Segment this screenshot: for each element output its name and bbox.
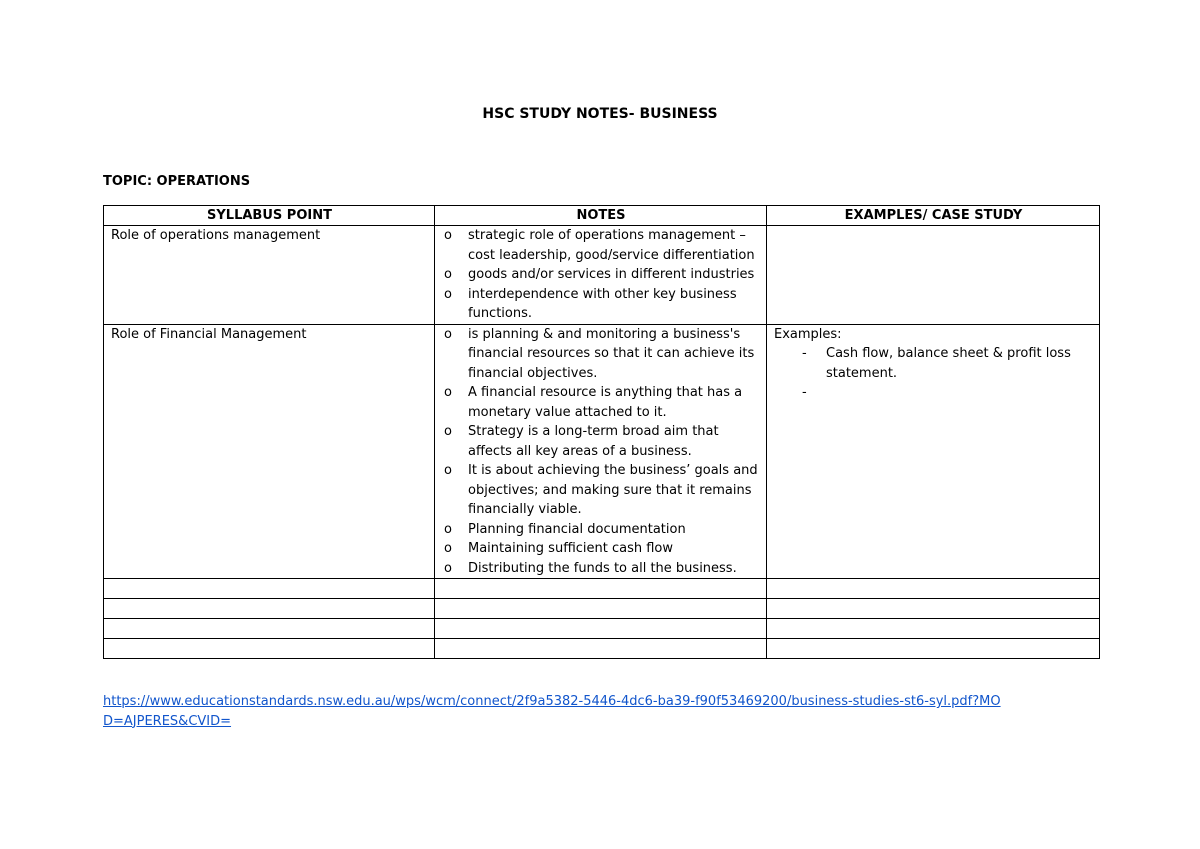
examples-cell: [767, 324, 1100, 579]
note-text: interdependence with other key business functions.: [468, 286, 737, 321]
syllabus-point-cell: Role of Financial Management: [104, 324, 435, 579]
empty-cell: [435, 599, 767, 619]
note-text: Maintaining sufficient cash flow: [468, 541, 674, 556]
note-text: strategic role of operations management – cost leadership, good/service differentiation: [468, 228, 755, 263]
header-syllabus-point: SYLLABUS POINT: [104, 206, 435, 226]
empty-cell: [767, 619, 1100, 639]
empty-cell: [767, 599, 1100, 619]
empty-cell: [435, 619, 767, 639]
table-row: [104, 579, 1100, 599]
list-item: [442, 265, 760, 285]
list-item: [442, 422, 760, 461]
table-row: [104, 324, 1100, 579]
table-row: [104, 599, 1100, 619]
note-text: is planning & and monitoring a business's financial resources so that it can achieve its financial objectives.: [468, 326, 755, 381]
table-row: [104, 639, 1100, 659]
bullet-icon: o: [444, 326, 452, 342]
notes-cell: [435, 324, 767, 579]
bullet-icon: o: [444, 267, 452, 282]
header-notes: NOTES: [435, 206, 767, 226]
table-row: [104, 619, 1100, 639]
table-header-row: [104, 206, 1100, 226]
example-text: Cash flow, balance sheet & profit loss statement.: [826, 346, 1071, 381]
note-text: Distributing the funds to all the business.: [468, 560, 737, 576]
empty-cell: [767, 579, 1100, 599]
examples-label: Examples:: [774, 326, 842, 342]
list-item: [442, 461, 760, 520]
bullet-icon: o: [444, 541, 452, 556]
list-item: [774, 344, 1093, 383]
syllabus-reference-link[interactable]: https://www.educationstandards.nsw.edu.au/wps/wcm/connect/2f9a5382-5446-4dc6-ba39-f90f53469200/business-studies-st6-syl.pdf?MOD=AJPERES&CVID=: [103, 694, 1001, 729]
bullet-icon: o: [444, 521, 452, 537]
note-text: Strategy is a long-term broad aim that affects all key areas of a business.: [468, 424, 719, 459]
empty-cell: [104, 599, 435, 619]
empty-cell: [435, 579, 767, 599]
note-text: Planning financial documentation: [468, 521, 686, 537]
list-item: [442, 520, 760, 540]
list-item: [774, 383, 1093, 403]
list-item: [442, 285, 760, 324]
empty-cell: [104, 619, 435, 639]
bullet-icon: o: [444, 286, 452, 302]
empty-cell: [767, 639, 1100, 659]
topic-heading: TOPIC: OPERATIONS: [103, 174, 251, 189]
note-text: A financial resource is anything that has a monetary value attached to it.: [468, 385, 743, 420]
note-text: It is about achieving the business’ goals and objectives; and making sure that it remains financially viable.: [468, 463, 758, 517]
bullet-icon: o: [444, 560, 452, 576]
notes-bullet-list: [442, 325, 760, 579]
note-text: goods and/or services in different industries: [468, 267, 755, 282]
dash-icon: -: [802, 385, 807, 400]
bullet-icon: o: [444, 385, 452, 400]
notes-cell: [435, 226, 767, 325]
list-item: [442, 325, 760, 384]
bullet-icon: o: [444, 228, 452, 243]
bullet-icon: o: [444, 463, 452, 478]
notes-bullet-list: [442, 226, 760, 324]
table-row: [104, 226, 1100, 325]
list-item: [442, 539, 760, 559]
list-item: [442, 226, 760, 265]
empty-cell: [104, 579, 435, 599]
study-notes-table: [103, 205, 1100, 659]
dash-icon: -: [802, 346, 807, 361]
bullet-icon: o: [444, 424, 452, 439]
examples-cell: [767, 226, 1100, 325]
empty-cell: [104, 639, 435, 659]
list-item: [442, 383, 760, 422]
list-item: [442, 559, 760, 579]
header-examples-case-study: EXAMPLES/ CASE STUDY: [767, 206, 1100, 226]
syllabus-point-cell: Role of operations management: [104, 226, 435, 325]
document-title: HSC STUDY NOTES- BUSINESS: [482, 106, 718, 122]
examples-dash-list: [774, 344, 1093, 403]
empty-cell: [435, 639, 767, 659]
